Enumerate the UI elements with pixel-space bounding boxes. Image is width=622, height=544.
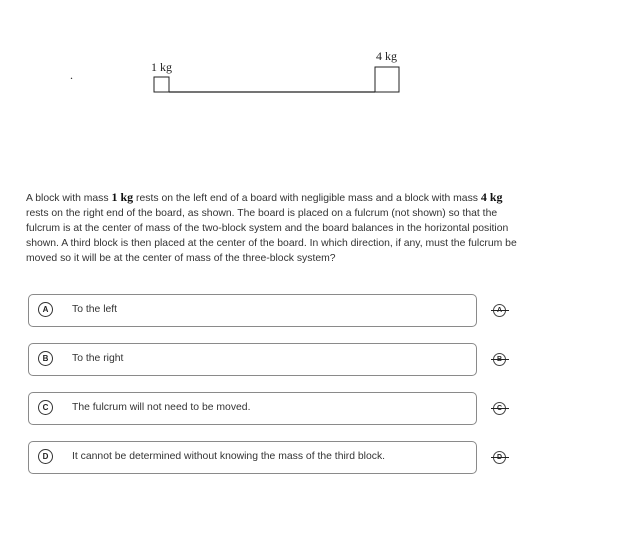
answer-choice-b[interactable] bbox=[28, 343, 477, 376]
answer-choice-d[interactable] bbox=[28, 441, 477, 474]
answer-choice-c[interactable] bbox=[28, 392, 477, 425]
left-mass-label: 1 kg bbox=[151, 60, 172, 74]
left-block bbox=[154, 77, 169, 92]
strikethrough-a-button[interactable] bbox=[491, 303, 509, 319]
question-mass-1: 1 kg bbox=[111, 190, 134, 204]
choice-text-d: It cannot be determined without knowing the mass of the third block. bbox=[72, 451, 386, 462]
question-part-2: rests on the left end of a board with negligible mass and a block with mass bbox=[133, 193, 481, 204]
question-mass-2: 4 kg bbox=[480, 190, 503, 204]
strikethrough-line-icon bbox=[491, 457, 509, 458]
strikethrough-b-button[interactable] bbox=[491, 352, 509, 368]
board-diagram bbox=[0, 0, 622, 110]
right-mass-label: 4 kg bbox=[376, 49, 397, 63]
strikethrough-c-button[interactable] bbox=[491, 401, 509, 417]
choice-text-b: To the right bbox=[72, 353, 124, 364]
right-block bbox=[375, 67, 399, 92]
choice-letter-d: D bbox=[38, 449, 53, 464]
strikethrough-d-button[interactable] bbox=[491, 450, 509, 466]
question-part-3: rests on the right end of the board, as shown. The board is placed on a fulcrum (not shown) so that the fulcrum is at the center of mass of the two-block system and the board balances in the horizontal position shown. A third block is then placed at the center of the board. In which direction, if any, must the fulcrum be moved so it will be at the center of mass of the three-block system? bbox=[26, 208, 517, 264]
stray-mark: . bbox=[70, 68, 73, 82]
choice-text-a: To the left bbox=[72, 304, 118, 315]
strikethrough-line-icon bbox=[491, 408, 509, 409]
strikethrough-line-icon bbox=[491, 359, 509, 360]
question-text bbox=[26, 190, 526, 266]
choice-letter-b: B bbox=[38, 351, 53, 366]
choice-letter-c: C bbox=[38, 400, 53, 415]
strikethrough-line-icon bbox=[491, 310, 509, 311]
question-part-1: A block with mass bbox=[26, 193, 112, 204]
choice-text-c: The fulcrum will not need to be moved. bbox=[72, 402, 251, 413]
choice-letter-a: A bbox=[38, 302, 53, 317]
answer-choice-a[interactable] bbox=[28, 294, 477, 327]
